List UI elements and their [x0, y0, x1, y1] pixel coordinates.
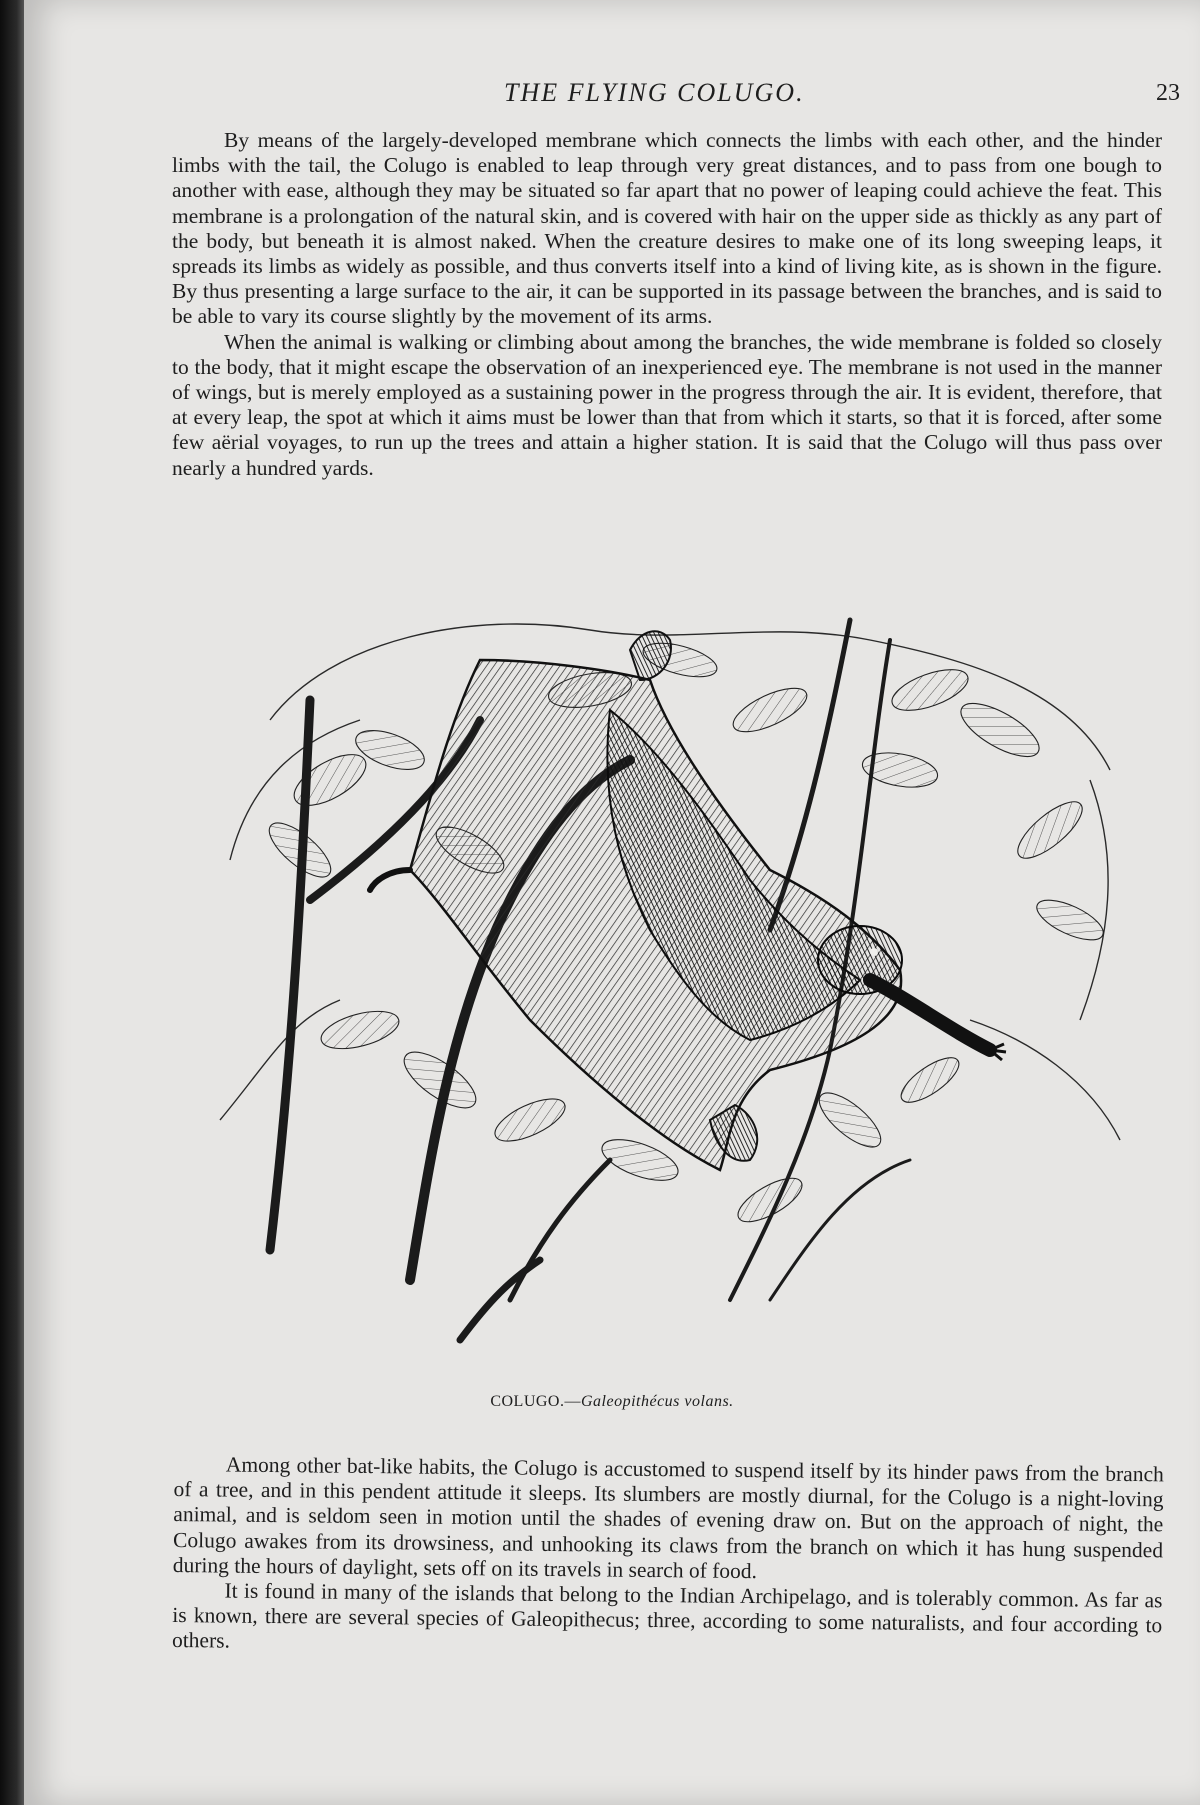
paragraph: It is found in many of the islands that belong to the Indian Archipelago, and is tolerably common. As far as is known, there are several species of Galeopithecus; three, according to some naturalists, and four according to others. — [171, 1578, 1163, 1654]
body-text-top — [172, 128, 1162, 481]
running-head: THE FLYING COLUGO. — [504, 78, 805, 107]
paragraph: When the animal is walking or climbing about among the branches, the wide membrane is folded so closely to the body, that it might escape the observation of an inexperienced eye. The membrane is not used in the manner of wings, but is merely employed as a sustaining power in the progress through the air. It is evident, therefore, that at every leap, the spot at which it aims must be lower than that from which it starts, so that it is forced, after some few aërial voyages, to run up the trees and attain a higher station. It is said that the Colugo will thus pass over nearly a hundred yards. — [172, 329, 1162, 480]
colugo-illustration — [210, 600, 1140, 1360]
caption-common-name: COLUGO.— — [490, 1393, 581, 1410]
caption-scientific-name: Galeopithécus volans. — [580, 1393, 734, 1410]
book-page — [24, 0, 1200, 1805]
colugo-eye — [870, 948, 878, 956]
figure-caption — [24, 1393, 1200, 1411]
book-binding-edge — [0, 0, 24, 1805]
paragraph: Among other bat-like habits, the Colugo is accustomed to suspend itself by its hinder paws from the branch of a tree, and in this pendent attitude it sleeps. Its slumbers are mostly diurnal, for the Colugo is a night-loving animal, and is seldom seen in motion until the shades of evening draw on. But on the approach of night, the Colugo awakes from its drowsiness, and unhooking its claws from the branch on which it has hung suspended during the hours of daylight, sets off on its travels in search of food. — [172, 1452, 1164, 1583]
paragraph: By means of the largely-developed membrane which connects the limbs with each other, and the hinder limbs with the tail, the Colugo is enabled to leap through very great distances, and to pass from one bough to another with ease, although they may be situated so far apart that no power of leaping could achieve the feat. This membrane is a prolongation of the natural skin, and is covered with hair on the upper side as thickly as any part of the body, but beneath it is almost naked. When the creature desires to make one of its long sweeping leaps, it spreads its limbs as widely as possible, and thus converts itself into a kind of living kite, as is shown in the figure. By thus presenting a large surface to the air, it can be supported in its passage between the branches, and is said to be able to vary its course slightly by the movement of its arms. — [172, 128, 1162, 329]
colugo-engraving — [210, 600, 1140, 1360]
colugo-hind-foot — [630, 631, 671, 680]
page-header — [24, 78, 1200, 114]
body-text-bottom — [172, 1452, 1164, 1664]
page-number: 23 — [1156, 80, 1180, 106]
